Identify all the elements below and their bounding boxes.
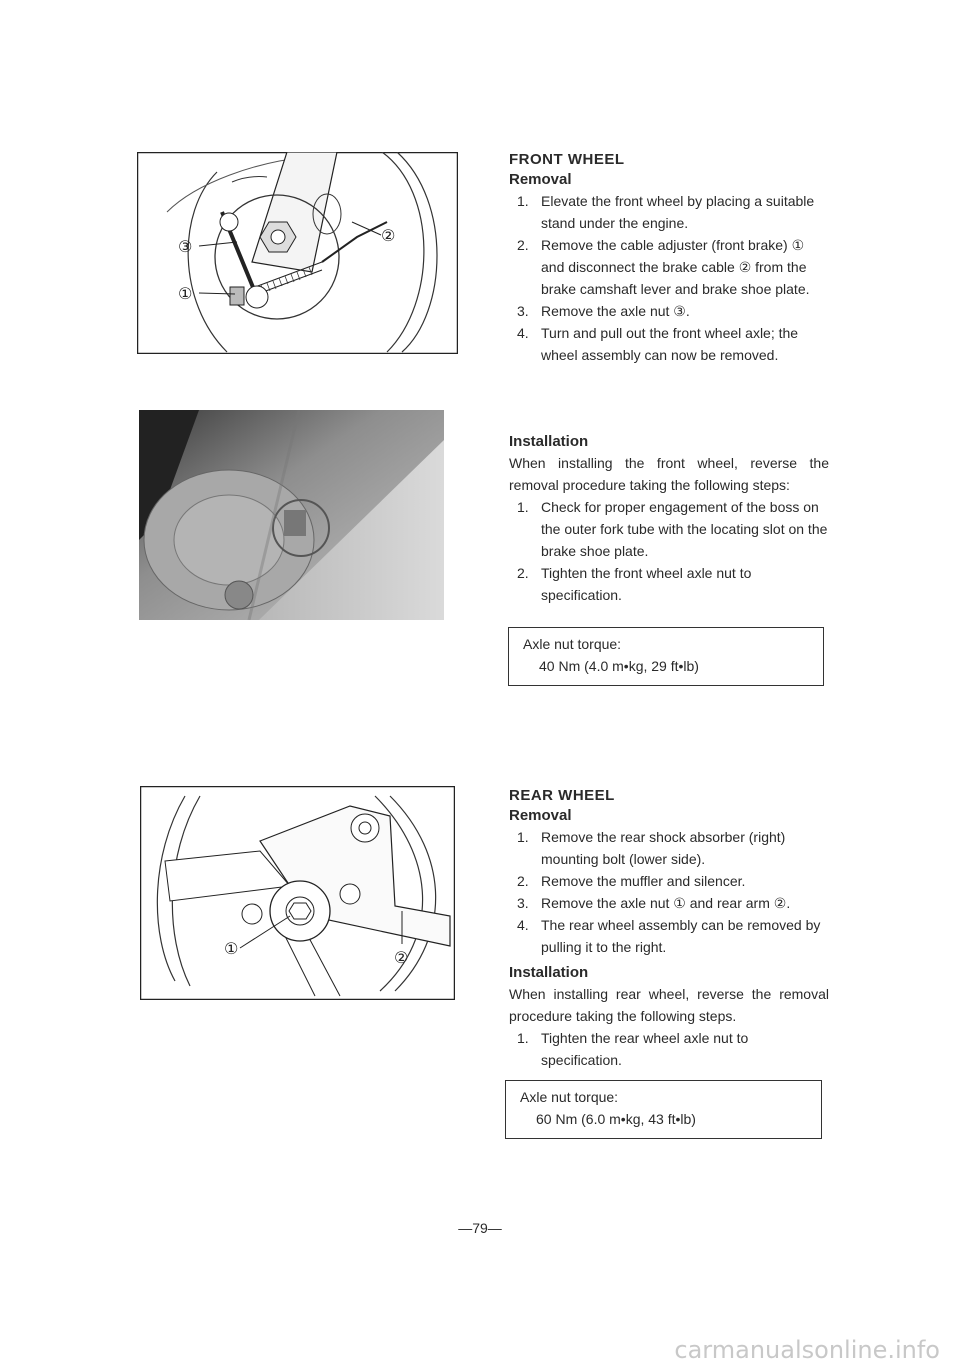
rear-wheel-diagram <box>140 786 455 1000</box>
front-wheel-section <box>509 150 829 366</box>
front-installation-intro: When installing the front wheel, reverse the removal procedure taking the following steps: <box>509 455 829 493</box>
rear-wheel-section <box>509 786 829 958</box>
rear-removal-step: 4. The rear wheel assembly can be removed by pulling it to the right. <box>517 917 821 955</box>
rear-removal-heading: Removal <box>509 807 572 824</box>
callout-2: ② <box>381 226 396 245</box>
front-installation-step: 2. Tighten the front wheel axle nut to specification. <box>517 565 752 603</box>
front-wheel-title: FRONT WHEEL <box>509 151 625 168</box>
rear-callout-1: ① <box>224 939 239 958</box>
rear-wheel-title: REAR WHEEL <box>509 787 615 804</box>
rear-removal-step: 3. Remove the axle nut ① and rear arm ②. <box>517 895 791 911</box>
front-removal-step: 4. Turn and pull out the front wheel axle; the wheel assembly can now be removed. <box>517 325 799 363</box>
rear-installation-step: 1. Tighten the rear wheel axle nut to specification. <box>517 1030 749 1068</box>
rear-torque-value: 60 Nm (6.0 m•kg, 43 ft•lb) <box>536 1111 696 1127</box>
callout-3: ③ <box>178 237 193 256</box>
front-torque-label: Axle nut torque: <box>523 636 622 652</box>
rear-removal-step: 2. Remove the muffler and silencer. <box>517 873 746 889</box>
rear-installation-section <box>509 963 829 1071</box>
front-wheel-diagram-svg <box>137 152 458 354</box>
front-installation-step: 1. Check for proper engagement of the boss on the outer fork tube with the locating slot on the brake shoe plate. <box>517 499 828 559</box>
front-wheel-diagram <box>137 152 458 354</box>
front-installation-heading: Installation <box>509 433 589 450</box>
rear-callout-2: ② <box>394 948 409 967</box>
fork-boss-photo <box>139 410 444 620</box>
front-torque-value: 40 Nm (4.0 m•kg, 29 ft•lb) <box>539 658 699 674</box>
front-removal-step: 2. Remove the cable adjuster (front brake) ① and disconnect the brake cable ② from the brake camshaft lever and brake shoe plate. <box>517 237 810 297</box>
front-installation-section <box>509 432 829 606</box>
rear-torque-spec-box <box>505 1080 822 1139</box>
callout-1: ① <box>178 284 193 303</box>
front-removal-step: 1. Elevate the front wheel by placing a suitable stand under the engine. <box>517 193 815 231</box>
front-torque-spec-box <box>508 627 824 686</box>
front-removal-heading: Removal <box>509 171 572 188</box>
page-number: —79— <box>458 1220 502 1236</box>
front-removal-step: 3. Remove the axle nut ③. <box>517 303 690 319</box>
rear-wheel-diagram-svg <box>140 786 455 1000</box>
rear-removal-step: 1. Remove the rear shock absorber (right) mounting bolt (lower side). <box>517 829 786 867</box>
watermark: carmanualsonline.info <box>674 1336 940 1364</box>
rear-torque-label: Axle nut torque: <box>520 1089 619 1105</box>
rear-installation-heading: Installation <box>509 964 589 981</box>
fork-boss-photo-svg <box>139 410 444 620</box>
rear-installation-intro: When installing rear wheel, reverse the removal procedure taking the following steps. <box>509 986 829 1024</box>
